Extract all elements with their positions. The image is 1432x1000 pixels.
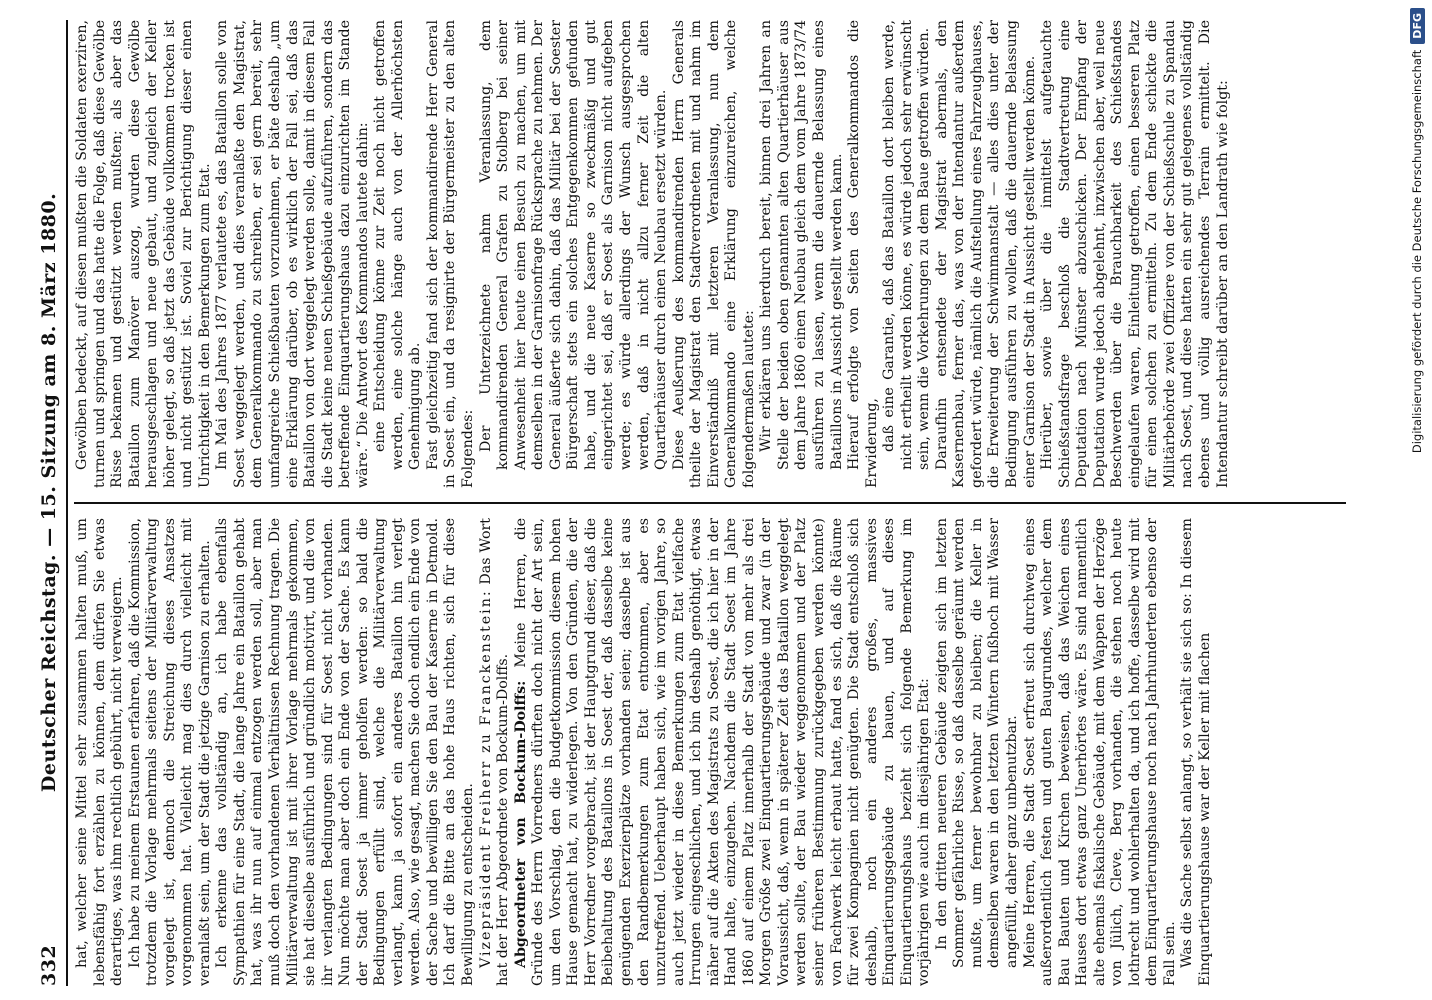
right-column <box>74 20 1346 488</box>
digitization-credit <box>1406 0 1428 1000</box>
paragraph: hat, welcher seine Mittel sehr zusammen halten muß, um lebensfähig fort erzählen zu können, dem dürfen Sie etwas derartiges, was ihm rechtlich gebührt, nicht verweigern. <box>74 518 126 986</box>
quoted-paragraph: Der Unterzeichnete nahm Veranlassung, dem kommandirenden General Grafen zu Stolberg bei seiner Anwesenheit hier heute einen Besuch zu machen, um mit demselben in der Garnisonfrage Rücksprache zu nehmen. Der General äußerte sich dahin, daß das Militär bei der Soester Bürgerschaft stets ein solches Entgegenkommen gefunden habe, und die neue Kaserne so zweckmäßig und gut eingerichtet sei, daß er Soest als Garnison nicht aufgeben werde; es würde allerdings der Wunsch ausgesprochen werden, daß in nicht allzu ferner Zeit die alten Quartierhäuser durch einen Neubau ersetzt würden. <box>477 20 670 470</box>
paragraph: Daraufhin entsendete der Magistrat abermals, den Kasernenbau, ferner das, was von der Intendantur außerdem gefordert würde, nämlich die Aufstellung eines Fahrzeughauses, die Erweiterung der Schwimmanstalt — alles dies unter der Bedingung ausführen zu wollen, daß die dauernde Belassung einer Garnison der Stadt in Aussicht gestellt werden könne. <box>933 20 1038 488</box>
header-rule <box>66 20 68 986</box>
quoted-paragraph: daß eine Garantie, daß das Bataillon dort bleiben werde, nicht ertheilt werden könne, es würde jedoch sehr erwünscht sein, wenn die Vorkehrungen zu dem Baue getroffen würden. <box>881 20 933 470</box>
dfg-logo: DFG <box>1410 8 1425 44</box>
left-column <box>74 518 1346 986</box>
quoted-paragraph: eine Entscheidung könne zur Zeit noch nicht getroffen werden, eine solche hänge auch von der Allerhöchsten Genehmigung ab. <box>372 20 424 470</box>
paragraph <box>478 518 513 986</box>
paragraph: Hierauf erfolgte von Seiten des Generalkommandos die Erwiderung, <box>846 20 880 488</box>
paragraph: Fast gleichzeitig fand sich der kommandirende Herr General in Soest ein, und da resignirte der Bürgermeister zu den alten Folgendes: <box>424 20 477 488</box>
paragraph: Gewölben bedeckt, auf diesen mußten die Soldaten exerziren, turnen und springen und das hatte die Folge, daß diese Gewölbe Risse bekamen und gestützt werden mußten; als aber das Bataillon zum Manöver auszog, wurden diese Gewölbe herausgeschlagen und neue gebaut, und zugleich der Keller höher gelegt, so daß jetzt das Gebäude vollkommen trocken ist und nicht gestützt ist. Soviel zur Berichtigung dieser einen Unrichtigkeit in den Bemerkungen zum Etat. <box>74 20 213 488</box>
paragraph: Meine Herren, die Stadt Soest erfreut sich durchweg eines außerordentlich festen und guten Baugrundes, welcher dem Bau Bauten und Kirchen beweisen, daß das Weichen eines Hauses dort etwas ganz Unerhörtes wäre. Es sind namentlich alte ehemals fiskalische Gebäude, mit dem Wappen der Herzöge von Jülich, Cleve, Berg vorhanden, die stehen noch heute lothrecht und wohlerhalten da, und ich hoffe, dasselbe wird mit dem Einquartierungshause noch nach Jahrhunderten ebenso der Fall sein. <box>1021 518 1178 986</box>
header-title: Deutscher Reichstag. — 15. Sitzung am 8. März 1880. <box>38 192 60 793</box>
speech: Das Wort hat der Herr Abgeordnete von Bockum-Dolffs. <box>477 518 512 986</box>
page-number: 332 <box>38 944 60 986</box>
paragraph: Ich habe zu meinem Erstaunen erfahren, daß die Kommission, trotzdem die Vorlage mehrmals seitens der Militärverwaltung vorgelegt ist, dennoch die Streichung dieses Ansatzes vorgenommen hat. Vielleicht mag dies durch vielleicht mit veranlaßt sein, um der Stadt die jetzige Garnison zu erhalten. <box>126 518 213 986</box>
column-rule <box>74 502 1346 504</box>
paragraph: Diese Aeußerung des kommandirenden Herrn Generals theilte der Magistrat den Stadtverordneten mit und nahm im Einverständniß mit letzteren Veranlassung, nun dem Generalkommando eine Erklärung einzureichen, welche folgendermaßen lautete: <box>670 20 757 488</box>
paragraph: Ich erkenne das vollständig an, ich habe ebenfalls Sympathien für eine Stadt, die lange Jahre ein Bataillon gehabt hat, was ihr nun auf einmal entzogen werden soll, aber man muß doch den vorhandenen Verhältnissen Rechnung tragen. Die Militärverwaltung ist mit ihrer Vorlage mehrmals gekommen, sie hat dieselbe ausführlich und gründlich motivirt, und die von ihr verlangten Bedingungen sind für Soest nicht vorhanden. Nun möchte man aber doch ein Ende von der Sache. Es kann der Stadt Soest ja immer geholfen werden: so bald die Bedingungen erfüllt sind, welche die Militärverwaltung verlangt, kann ja sofort ein anderes Bataillon hin verlegt werden. Also, wie gesagt, machen Sie doch endlich ein Ende von der Sache und bewilligen Sie den Bau der Kaserne in Detmold. Ich darf die Bitte an das hohe Haus richten, sich für diese Bewilligung zu entscheiden. <box>214 518 477 986</box>
paragraph: Im Mai des Jahres 1877 verlautete es, das Bataillon solle von Soest weggelegt werden, und dies veranlaßte den Magistrat, dem Generalkommando zu schreiben, er sei gern bereit, sehr umfangreiche Schießbauten vorzunehmen, er bäte deshalb „um eine Erklärung darüber, ob es wirklich der Fall sei, daß das Bataillon von dort weggelegt werden solle, damit in diesem Fall die Stadt keine neuen Schießgebäude aufzuführen, sondern das betreffende Einquartierungshaus dazu einzurichten im Stande wäre.“ Die Antwort des Kommandos lautete dahin: <box>214 20 371 488</box>
credit-text: Digitalisierung gefördert durch die Deutsche Forschungsgemeinschaft <box>1410 49 1424 454</box>
running-header <box>36 20 62 986</box>
speaker: Vizepräsident Freiherr zu Franckenstein: <box>477 589 494 968</box>
speaker: Abgeordneter von Bockum-Dolffs: <box>512 680 529 968</box>
quoted-paragraph: In den dritten neueren Gebäude zeigten sich im letzten Sommer gefährliche Risse, so daß dasselbe geräumt werden mußte, um ferner bewohnbar zu bleiben; die Keller in demselben waren in den letzten Wintern fußhoch mit Wasser angefüllt, daher ganz unbenutzbar. <box>933 518 1020 968</box>
paragraph: Was die Sache selbst anlangt, so verhält sie sich so: In diesem Einquartierungshause war der Keller mit flachen <box>1179 518 1213 986</box>
text-columns <box>74 20 1346 986</box>
paragraph: Hierüber, sowie über die inmittelst aufgetauchte Schießstandsfrage beschloß die Stadtvertretung eine Deputation nach Münster abzuschicken. Der Empfang der Deputation wurde jedoch abgelehnt, inzwischen aber, weil neue Beschwerden über die Brauchbarkeit des Schießstandes eingelaufen waren, Einleitung getroffen, einen besseren Platz für einen solchen zu ermitteln. Zu dem Ende schickte die Militärbehörde zwei Offiziere von der Schießschule zu Spandau nach Soest, und diese hatten ein sehr gut gelegenes vollständig ebenes und völlig ausreichendes Terrain ermittelt. Die Intendantur schreibt darüber an den Landrath wie folgt: <box>1039 20 1231 488</box>
quoted-paragraph: Wir erklären uns hierdurch bereit, binnen drei Jahren an Stelle der beiden oben genannten alten Quartierhäuser aus dem Jahre 1860 einen Neubau gleich dem vom Jahre 1873/74 ausführen zu lassen, wenn die dauernde Belassung eines Bataillons in Aussicht gestellt werden kann. <box>758 20 845 470</box>
paragraph <box>513 518 934 986</box>
speech: Meine Herren, die Gründe des Herrn Vorredners dürften doch nicht der Art sein, um den Vorschlag, den die Budgetkommission diesem hohen Hause gemacht hat, zu widerlegen. Von den Gründen, die der Herr Vorredner vorgebracht, ist der Hauptgrund dieser, daß die Beibehaltung des Bataillons in Soest der, daß dasselbe keine genügenden Exerzierplätze vorhanden seien; dasselbe ist aus den Randbemerkungen zum Etat entnommen, aber es unzutreffend. Ueberhaupt haben sich, wie im vorigen Jahre, so auch jetzt wieder in diese Bemerkungen zum Etat vielfache Irrungen eingeschlichen, und ich bin deshalb genöthigt, etwas näher auf die Akten des Magistrats zu Soest, die ich hier in der Hand halte, einzugehen. Nachdem die Stadt Soest im Jahre 1860 auf einem Platz innerhalb der Stadt von mehr als drei Morgen Größe zwei Einquartierungsgebäude und zwar (in der Voraussicht, daß, wenn in späterer Zeit das Bataillon weggelegt werden sollte, der Bau wieder weggenommen und der Platz seiner früheren Bestimmung zurückgegeben werden könnte) von Fachwerk leicht erbaut hatte, fand es sich, daß die Räume für zwei Kompagnien nicht genügten. Die Stadt entschloß sich deshalb, noch ein anderes großes, massives Einquartierungsgebäude zu bauen, und auf dieses Einquartierungshaus bezieht sich folgende Bemerkung im vorjährigen wie auch im diesjährigen Etat: <box>512 518 933 986</box>
